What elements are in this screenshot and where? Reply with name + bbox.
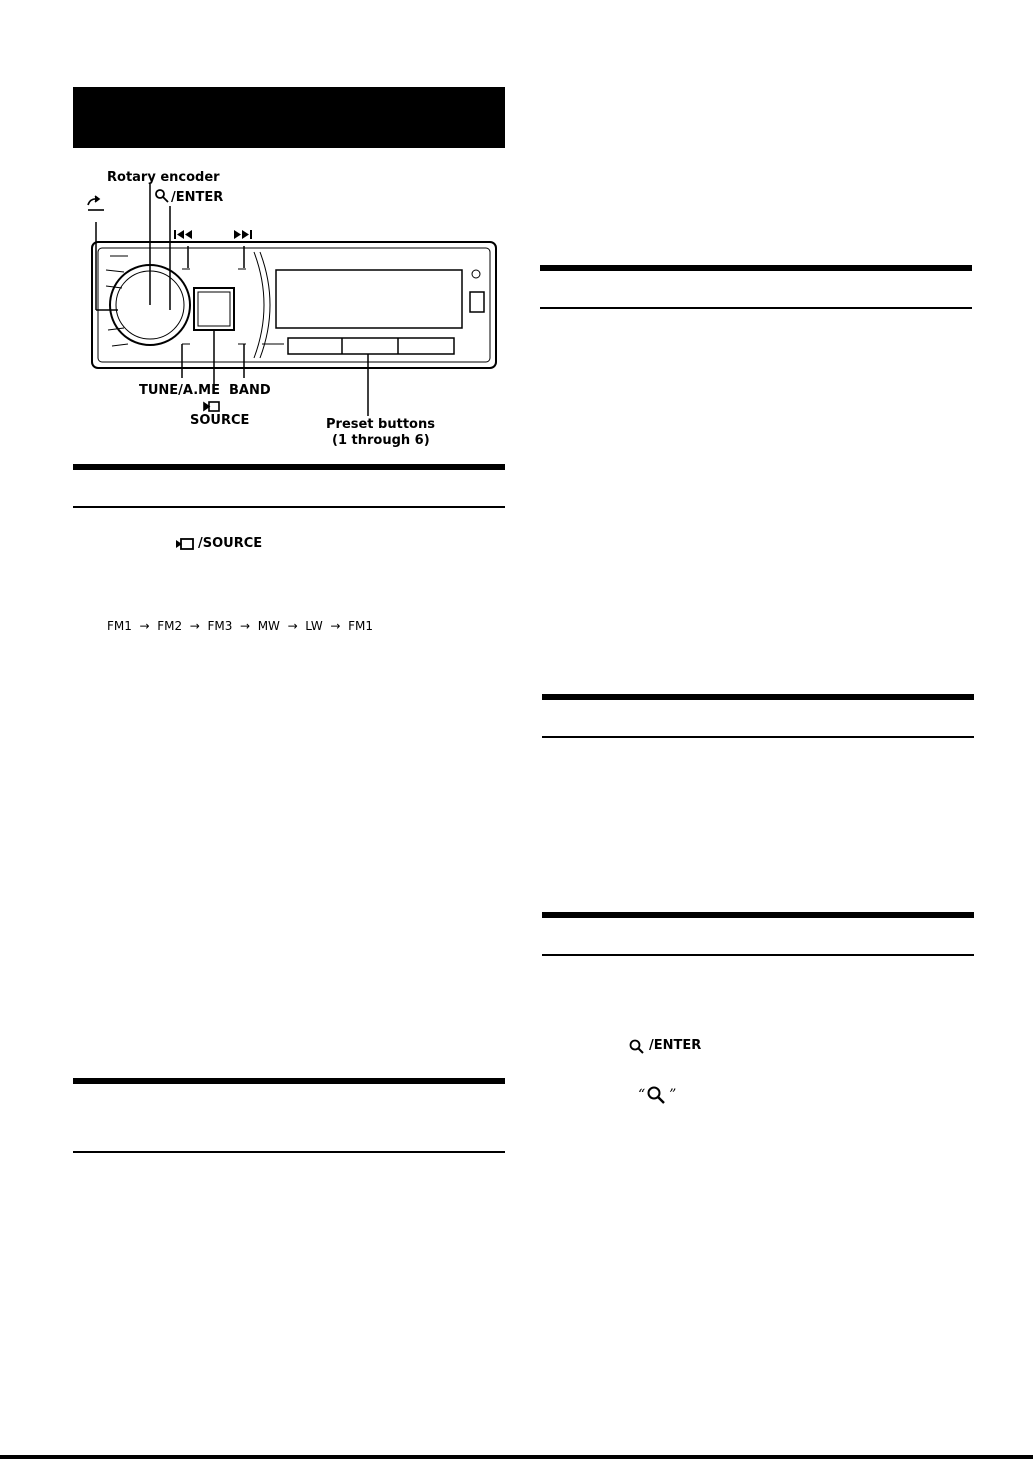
- page-bottom-border: [0, 1455, 1033, 1459]
- next-track-icon: [234, 230, 252, 239]
- section-rule-bottom: [542, 954, 974, 956]
- search-icon: [628, 1038, 646, 1054]
- band-item: FM3: [207, 619, 233, 633]
- enter-label: /ENTER: [171, 190, 224, 205]
- section-rule-bottom: [73, 506, 505, 508]
- preset-buttons-label: Preset buttons: [326, 417, 435, 432]
- close-quote-icon: ”: [669, 1087, 677, 1103]
- return-icon: [88, 196, 104, 210]
- open-quote-icon: “: [638, 1087, 646, 1103]
- source-icon: [204, 402, 219, 411]
- quoted-search-icon: [638, 1085, 676, 1105]
- source-icon: [175, 537, 195, 551]
- source-button-reference: [175, 536, 262, 552]
- band-item: LW: [305, 619, 323, 633]
- search-icon: [156, 190, 168, 202]
- arrow-right-icon: →: [283, 619, 302, 633]
- arrow-right-icon: →: [135, 619, 154, 633]
- arrow-right-icon: →: [236, 619, 254, 633]
- arrow-right-icon: →: [326, 619, 345, 633]
- section-rule-top: [542, 694, 974, 700]
- section-rule-top: [73, 464, 505, 470]
- source-button-text: /SOURCE: [198, 536, 263, 551]
- band-item: FM2: [157, 619, 183, 633]
- band-label: BAND: [229, 383, 271, 398]
- device-diagram: [78, 160, 508, 460]
- section-rule-bottom: [540, 307, 972, 309]
- band-item: MW: [257, 619, 280, 633]
- previous-track-icon: [174, 230, 192, 239]
- enter-button-text: /ENTER: [649, 1038, 702, 1053]
- arrow-right-icon: →: [185, 619, 204, 633]
- preset-range-label: (1 through 6): [332, 433, 430, 448]
- band-item: FM1: [348, 619, 373, 633]
- section-rule-top: [542, 912, 974, 918]
- rotary-encoder-label: Rotary encoder: [107, 170, 220, 185]
- tune-ame-label: TUNE/A.ME: [139, 383, 220, 398]
- search-icon: [646, 1085, 668, 1105]
- section-rule-bottom: [73, 1151, 505, 1153]
- section-title-bar: [73, 87, 505, 148]
- band-item: FM1: [107, 619, 132, 633]
- section-rule-top: [540, 265, 972, 271]
- source-label: SOURCE: [190, 413, 250, 428]
- enter-button-reference: [628, 1038, 701, 1054]
- band-sequence: [107, 618, 373, 634]
- section-rule-top: [73, 1078, 505, 1084]
- section-rule-bottom: [542, 736, 974, 738]
